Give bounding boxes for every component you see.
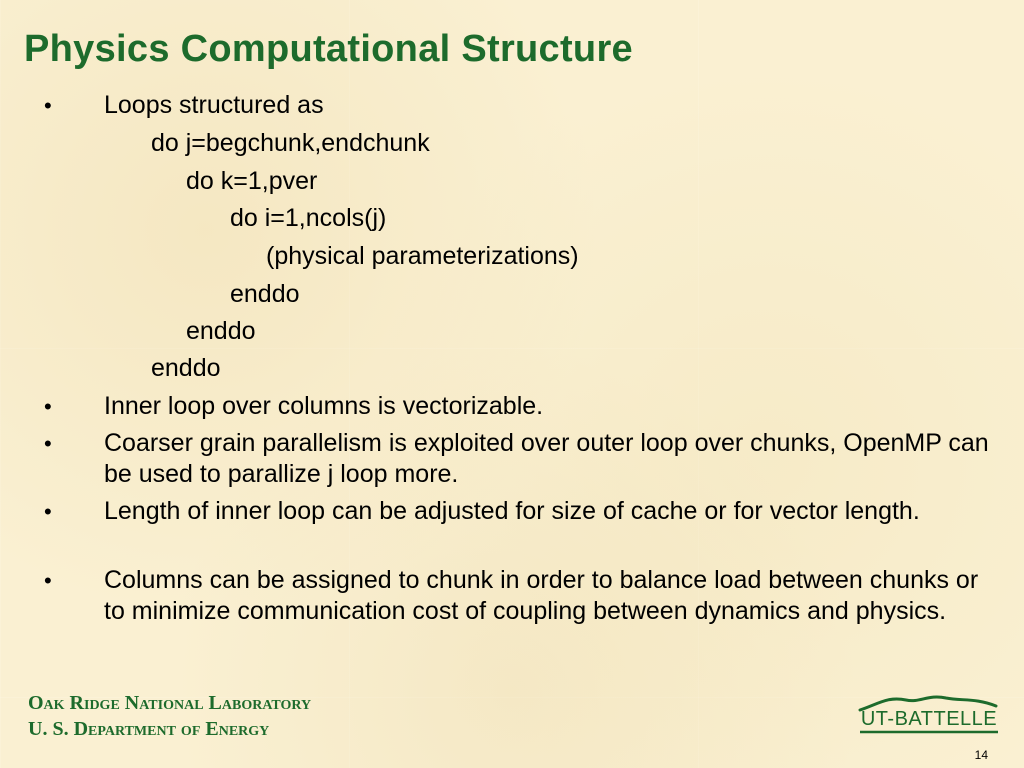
bullet-marker: • [44,93,52,118]
code-line: do i=1,ncols(j) [230,204,387,232]
footer-organization [28,690,311,742]
code-line: enddo [151,354,221,382]
bullet-marker: • [44,431,52,456]
bullet-text: Length of inner loop can be adjusted for size of cache or for vector length. [104,497,920,525]
slide-title: Physics Computational Structure [24,28,633,70]
code-line: (physical parameterizations) [266,242,579,270]
code-line: enddo [230,280,300,308]
code-line: do j=begchunk,endchunk [151,129,430,157]
bullet-marker: • [44,568,52,593]
bullet-text: Inner loop over columns is vectorizable. [104,392,544,420]
bullet-marker: • [44,499,52,524]
code-line: do k=1,pver [186,167,318,195]
ut-battelle-logo [858,690,1000,738]
bullet-text: Loops structured as [104,91,324,119]
page-number: 14 [974,748,988,762]
bullet-text: Coarser grain parallelism is exploited over outer loop over chunks, OpenMP can be used to parallize j loop more. [104,429,989,488]
bullet-text: Columns can be assigned to chunk in order to balance load between chunks or to minimize communication cost of coupling between dynamics and physics. [104,566,979,625]
bullet-marker: • [44,394,52,419]
logo-text: UT-BATTELLE [860,708,998,730]
department-name: U. S. Department of Energy [28,718,270,740]
org-name: Oak Ridge National Laboratory [28,692,312,714]
code-line: enddo [186,317,256,345]
